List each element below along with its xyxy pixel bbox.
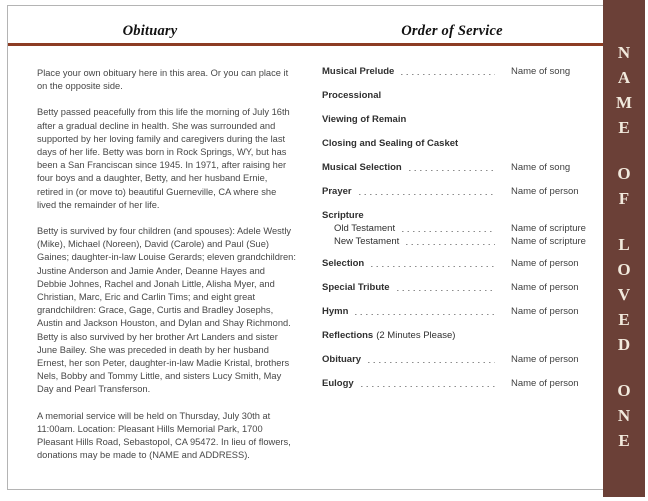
service-item-value: Name of person bbox=[511, 186, 579, 197]
service-item-label: Old Testament bbox=[334, 223, 396, 234]
dotted-leader bbox=[361, 377, 495, 389]
service-item-label: Processional bbox=[322, 90, 382, 101]
service-row-hymn bbox=[322, 304, 599, 317]
sidebar-letter: F bbox=[618, 189, 630, 208]
service-row-closing-casket bbox=[322, 136, 599, 149]
service-item-label: Musical Prelude bbox=[322, 66, 395, 77]
sidebar-letter: A bbox=[617, 68, 631, 87]
service-item-label: Prayer bbox=[322, 186, 352, 197]
sidebar-letter: E bbox=[618, 118, 630, 137]
service-row-reflections bbox=[322, 328, 599, 341]
obituary-header: Obituary bbox=[122, 23, 178, 39]
obituary-paragraph-survivors: Betty is survived by four children (and spouses): Adele Westly (Mike), Michael (Noreen), David (Carole) and Paul (Sue) Gaines; daughter-in-law Louise Gerards; eleven grandchildren: Justine Anderson and Jamie Ander, Deanne Hayes and Debbie Johnes, Rachel and Jonah Little, Alisha Myer, and Christian, Marc, Eric and Carlin Tims; and eight great grandchildren: Grace, Gage, Curtis and Bradley Josephs, Austin and Jackson Houston, and Dylan and Shay Richmond. Betty is also survived by her brother Art Landers and sister June Bailey. She was preceded in death by her husband Ernest, her son Peter, daughter-in-law Madie Kristal, brothers Nels, Bobby and Tommy Little, and sisters Lucy Smith, May Day and Pearl Transferson. bbox=[37, 226, 296, 395]
sidebar-letter: V bbox=[617, 285, 631, 304]
dotted-leader bbox=[401, 65, 495, 77]
service-row-prayer bbox=[322, 184, 599, 197]
service-item-label: Reflections bbox=[322, 330, 374, 341]
service-row-new-testament bbox=[334, 234, 599, 247]
service-row-viewing-of-remain bbox=[322, 112, 599, 125]
service-row-eulogy bbox=[322, 376, 599, 389]
service-item-value: Name of song bbox=[511, 66, 571, 77]
service-item-value: Name of song bbox=[511, 162, 571, 173]
service-item-note: (2 Minutes Please) bbox=[376, 330, 456, 341]
service-item-value: Name of person bbox=[511, 258, 579, 269]
service-item-label: Scripture bbox=[322, 210, 364, 221]
sidebar-letter: M bbox=[615, 93, 633, 112]
order-of-service-list bbox=[322, 64, 599, 400]
sidebar-letter: N bbox=[617, 43, 631, 62]
dotted-leader bbox=[371, 257, 495, 269]
sidebar-letter: O bbox=[617, 381, 631, 400]
obituary-paragraph-passing: Betty passed peacefully from this life the morning of July 16th after a gradual decline in health. She was surrounded and supported by her loving family and caregivers during the last days of her life. Betty was born in Rock Springs, WY, but has been a San Franciscan since 1945. In 1971, after raising her four boys and a daughter, Betty, and her husband Ernie, retired in (or move to) beautiful Guerneville, CA where she lived the remainder of her life. bbox=[37, 107, 290, 210]
sidebar-letter: D bbox=[617, 335, 631, 354]
service-item-label: Eulogy bbox=[322, 378, 354, 389]
service-item-label: Special Tribute bbox=[322, 282, 390, 293]
sidebar-letter: E bbox=[618, 310, 630, 329]
service-item-label: Obituary bbox=[322, 354, 362, 365]
dotted-leader bbox=[368, 353, 495, 365]
service-row-obituary bbox=[322, 352, 599, 365]
service-item-value: Name of scripture bbox=[511, 236, 586, 247]
service-item-label: Hymn bbox=[322, 306, 349, 317]
dotted-leader bbox=[406, 235, 495, 247]
sidebar-letter: E bbox=[618, 431, 630, 450]
service-row-scripture bbox=[322, 208, 599, 221]
service-item-value: Name of person bbox=[511, 306, 579, 317]
service-row-special-tribute bbox=[322, 280, 599, 293]
service-item-value: Name of person bbox=[511, 282, 579, 293]
header-rule bbox=[8, 43, 604, 46]
service-item-label: Viewing of Remain bbox=[322, 114, 407, 125]
sidebar-letter: L bbox=[618, 235, 630, 254]
dotted-leader bbox=[359, 185, 495, 197]
sidebar-letter: O bbox=[617, 260, 631, 279]
service-item-label: Musical Selection bbox=[322, 162, 402, 173]
service-item-value: Name of person bbox=[511, 354, 579, 365]
service-row-processional bbox=[322, 88, 599, 101]
service-item-value: Name of scripture bbox=[511, 223, 586, 234]
dotted-leader bbox=[409, 161, 495, 173]
obituary-text-block bbox=[37, 67, 296, 475]
order-of-service-header: Order of Service bbox=[401, 23, 503, 39]
dotted-leader bbox=[402, 222, 495, 234]
service-row-selection bbox=[322, 256, 599, 269]
service-row-old-testament bbox=[334, 221, 599, 234]
obituary-paragraph-service-info: A memorial service will be held on Thursday, July 30th at 11:00am. Location: Pleasant Hills Memorial Park, 1700 Pleasant Hills Road, Sebastopol, CA 95472. In lieu of flowers, donations may be made to (NAME and ADDRESS). bbox=[37, 410, 291, 461]
dotted-leader bbox=[397, 281, 495, 293]
service-row-musical-prelude bbox=[322, 64, 599, 77]
sidebar-letter: O bbox=[617, 164, 631, 183]
service-row-musical-selection bbox=[322, 160, 599, 173]
sidebar-letter: N bbox=[617, 406, 631, 425]
obituary-placeholder-paragraph: Place your own obituary here in this area. Or you can place it on the opposite side. bbox=[37, 68, 289, 92]
service-item-value: Name of person bbox=[511, 378, 579, 389]
service-item-label: Selection bbox=[322, 258, 365, 269]
service-item-label: Closing and Sealing of Casket bbox=[322, 138, 459, 149]
service-item-label: New Testament bbox=[334, 236, 400, 247]
sidebar-name-of-loved-one bbox=[603, 0, 645, 497]
dotted-leader bbox=[355, 305, 495, 317]
